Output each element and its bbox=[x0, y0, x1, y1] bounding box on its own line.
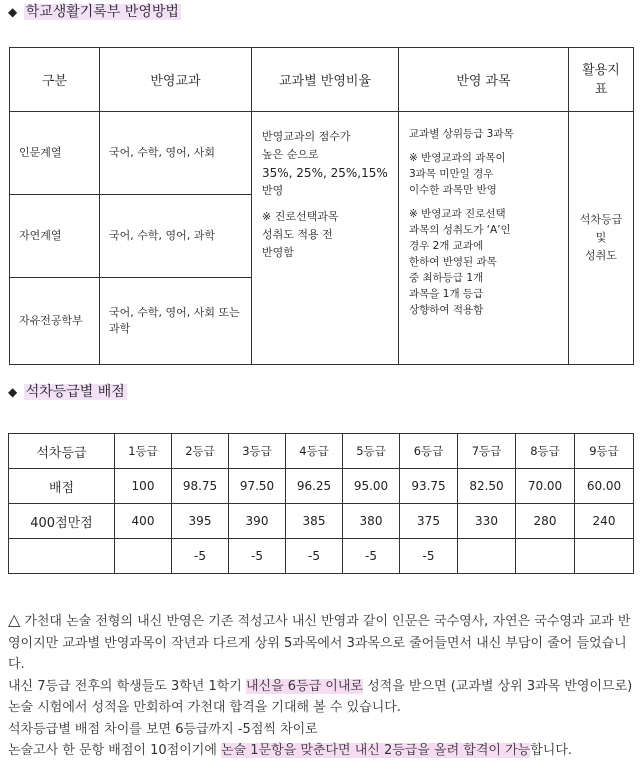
grade-cell: 9등급 bbox=[575, 434, 634, 469]
diff-cell bbox=[575, 539, 634, 574]
row-header bbox=[9, 539, 115, 574]
category-cell: 자유전공학부 bbox=[10, 278, 100, 365]
score-cell: 70.00 bbox=[516, 469, 575, 504]
diff-cell bbox=[115, 539, 172, 574]
score-cell: 96.25 bbox=[286, 469, 343, 504]
grade-cell: 1등급 bbox=[115, 434, 172, 469]
subjects-cell: 국어, 수학, 영어, 사회 bbox=[100, 112, 252, 195]
diff-cell: -5 bbox=[172, 539, 229, 574]
table-header-row bbox=[10, 48, 634, 112]
full-score-cell: 375 bbox=[400, 504, 458, 539]
diff-cell: -5 bbox=[400, 539, 458, 574]
highlight-text: 내신을 6등급 이내로 bbox=[245, 678, 363, 694]
grade-cell: 2등급 bbox=[172, 434, 229, 469]
full-score-cell: 395 bbox=[172, 504, 229, 539]
courses-cell: 교과별 상위등급 3과목 ※ 반영교과의 과목이 3과목 미만일 경우 이수한 과목만 반영 ※ 반영교과 진로선택 과목의 성취도가 ‘A’인 경우 2개 교과에 한하여 반영된 과목 중 최하등급 1개 과목을 1개 등급 상향하여 적용함 bbox=[399, 112, 569, 365]
grade-cell: 8등급 bbox=[516, 434, 575, 469]
header-category: 구분 bbox=[10, 48, 100, 112]
header-use: 활용지 표 bbox=[569, 48, 634, 112]
row-header: 400점만점 bbox=[9, 504, 115, 539]
score-cell: 97.50 bbox=[229, 469, 286, 504]
subjects-cell: 국어, 수학, 영어, 과학 bbox=[100, 195, 252, 278]
triangle-icon: △ bbox=[8, 610, 21, 629]
row-header: 배점 bbox=[9, 469, 115, 504]
score-cell: 93.75 bbox=[400, 469, 458, 504]
highlight-text: 논술 1문항을 맞춘다면 내신 2등급을 올려 합격이 가능 bbox=[221, 743, 531, 758]
section-title: 학교생활기록부 반영방법 bbox=[25, 4, 179, 20]
diff-cell bbox=[458, 539, 516, 574]
subjects-cell: 국어, 수학, 영어, 사회 또는 과학 bbox=[100, 278, 252, 365]
diamond-icon: ◆ bbox=[8, 5, 18, 19]
score-cell: 95.00 bbox=[343, 469, 400, 504]
score-cell: 82.50 bbox=[458, 469, 516, 504]
diff-cell: -5 bbox=[286, 539, 343, 574]
grade-cell: 3등급 bbox=[229, 434, 286, 469]
full-score-cell: 330 bbox=[458, 504, 516, 539]
diff-cell: -5 bbox=[229, 539, 286, 574]
full-score-cell: 390 bbox=[229, 504, 286, 539]
explanation-note bbox=[8, 609, 636, 762]
grade-cell: 6등급 bbox=[400, 434, 458, 469]
score-cell: 100 bbox=[115, 469, 172, 504]
grade-cell: 7등급 bbox=[458, 434, 516, 469]
full-score-cell: 380 bbox=[343, 504, 400, 539]
score-cell: 98.75 bbox=[172, 469, 229, 504]
full-score-cell: 280 bbox=[516, 504, 575, 539]
header-ratio: 교과별 반영비율 bbox=[252, 48, 399, 112]
full-score-row bbox=[9, 504, 634, 539]
score-cell: 60.00 bbox=[575, 469, 634, 504]
diff-row bbox=[9, 539, 634, 574]
section-title: 석차등급별 배점 bbox=[25, 384, 125, 400]
header-subjects: 반영교과 bbox=[100, 48, 252, 112]
section-heading-grade-score bbox=[8, 383, 127, 401]
score-row bbox=[9, 469, 634, 504]
use-cell: 석차등급 및 성취도 bbox=[569, 112, 634, 365]
full-score-cell: 400 bbox=[115, 504, 172, 539]
full-score-cell: 385 bbox=[286, 504, 343, 539]
note-paragraph: 논술고사 한 문항 배점이 10점이기에 논술 1문항을 맞춘다면 내신 2등급을 올려 합격이 가능합니다. bbox=[8, 743, 573, 758]
grade-cell: 4등급 bbox=[286, 434, 343, 469]
diamond-icon: ◆ bbox=[8, 385, 18, 399]
table-row bbox=[10, 112, 634, 195]
diff-cell bbox=[516, 539, 575, 574]
diff-cell: -5 bbox=[343, 539, 400, 574]
ratio-cell: 반영교과의 점수가 높은 순으로 35%, 25%, 25%,15% 반영 ※ 진로선택과목 성취도 적용 전 반영함 bbox=[252, 112, 399, 365]
grade-header-row bbox=[9, 434, 634, 469]
row-header: 석차등급 bbox=[9, 434, 115, 469]
category-cell: 자연계열 bbox=[10, 195, 100, 278]
grade-cell: 5등급 bbox=[343, 434, 400, 469]
note-paragraph: 석차등급별 배점 차이를 보면 6등급까지 -5점씩 차이로 bbox=[8, 721, 318, 737]
category-cell: 인문계열 bbox=[10, 112, 100, 195]
school-record-table bbox=[9, 47, 634, 365]
grade-score-table bbox=[8, 433, 634, 574]
section-heading-school-record bbox=[8, 3, 181, 21]
note-paragraph: △ 가천대 논술 전형의 내신 반영은 기존 적성고사 내신 반영과 같이 인문은 국수영사, 자연은 국수영과 교과 반영이지만 교과별 반영과목이 작년과 다르게 상위 5과목에서 3과목으로 줄어들면서 내신 부담이 줄어 들었습니다. bbox=[8, 610, 631, 672]
note-paragraph: 내신 7등급 전후의 학생들도 3학년 1학기 내신을 6등급 이내로 성적을 받으면 (교과별 상위 3과목 반영이므로) 논술 시험에서 성적을 만회하여 가천대 합격을 기대해 볼 수 있습니다. bbox=[8, 678, 633, 715]
header-courses: 반영 과목 bbox=[399, 48, 569, 112]
full-score-cell: 240 bbox=[575, 504, 634, 539]
